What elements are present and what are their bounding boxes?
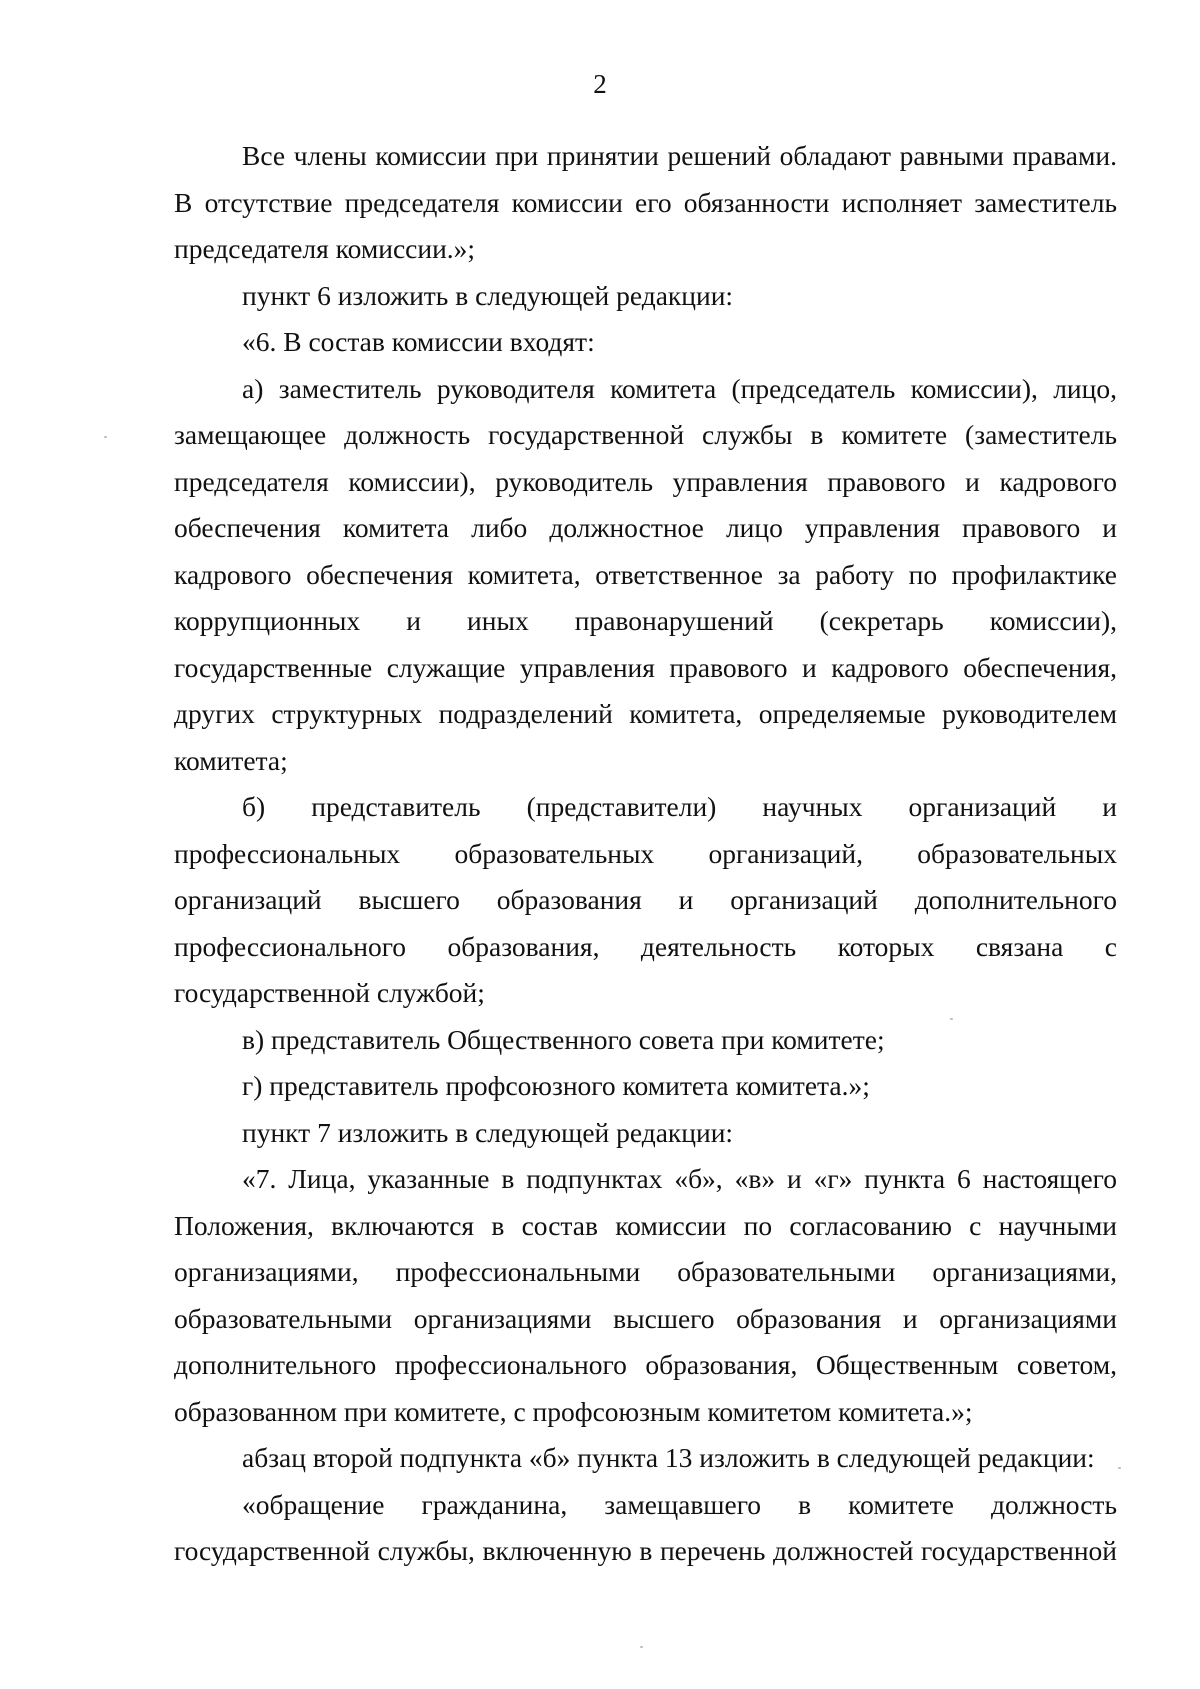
paragraph-members-rights: Все члены комиссии при принятии решений обладают равными правами. В отсутствие председателя комиссии его обязанности исполняет заместитель председателя комиссии.»; [174,140,1117,264]
paragraph-point-7-intro: пункт 7 изложить в следующей редакции: [242,1116,734,1148]
scan-speck [950,1018,953,1020]
paragraph-subpoint-a: а) заместитель руководителя комитета (председатель комиссии), лицо, замещающее должность государственной службы в комитете (заместитель председателя комиссии), руководитель управления правового и кадрового обеспечения комитета либо должностное лицо управления правового и кадрового обеспечения комитета, ответственное за работу по профилактике коррупционных и иных правонарушений (секретарь комиссии), государственные служащие управления правового и кадрового обеспечения, других структурных подразделений комитета, определяемые руководителем комитета; [174,372,1117,776]
paragraph-point-6-intro: пункт 6 изложить в следующей редакции: [242,279,734,311]
paragraph-point-6-heading: «6. В состав комиссии входят: [242,326,595,357]
paragraph-point-7-text: «7. Лица, указанные в подпунктах «б», «в» и «г» пункта 6 настоящего Положения, включаются в состав комиссии по согласованию с научными организациями, профессиональными образовательными организациями, образовательными организациями высшего образования и организациями дополнительного профессионального образования, Общественным советом, образованном при комитете, с профсоюзным комитетом комитета.»; [174,1163,1117,1427]
paragraph-subpoint-b: б) представитель (представители) научных организаций и профессиональных образовательных организаций, образовательных организаций высшего образования и организаций дополнительного профессионального образования, деятельность которых связана с государственной службой; [174,791,1117,1008]
paragraph-point-13-intro: абзац второй подпункта «б» пункта 13 изложить в следующей редакции: [242,1442,1095,1473]
scan-speck [640,1646,643,1648]
page-number: 2 [593,69,607,99]
scan-speck [1118,1467,1121,1469]
paragraph-subpoint-v: в) представитель Общественного совета при комитете; [242,1023,885,1055]
paragraph-subpoint-g: г) представитель профсоюзного комитета комитета.»; [242,1070,870,1101]
scan-speck [104,436,107,438]
document-body [174,133,1117,1575]
paragraph-point-13-text: «обращение гражданина, замещавшего в комитете должность государственной службы, включенную в перечень должностей государственной [174,1488,1117,1566]
